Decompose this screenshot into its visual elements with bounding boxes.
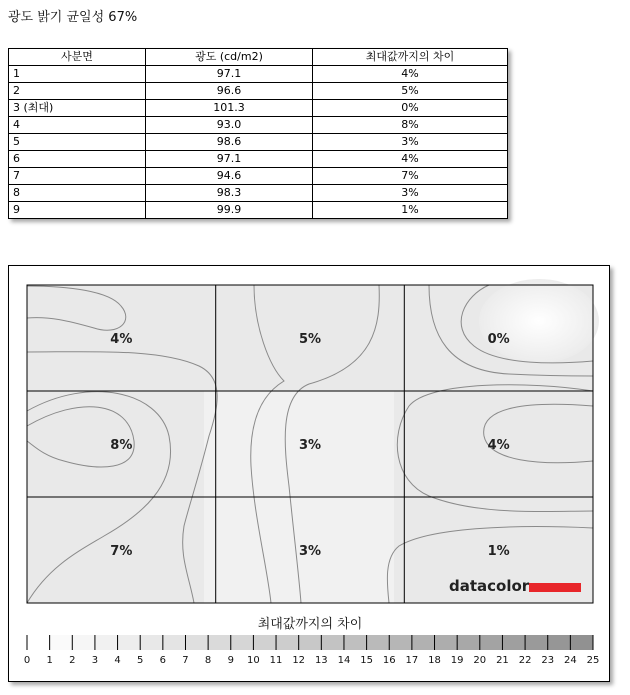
legend-swatch	[140, 635, 163, 650]
table-row	[9, 185, 508, 202]
cell-difference: 3%	[313, 134, 508, 151]
cell-difference: 4%	[313, 151, 508, 168]
table-row	[9, 117, 508, 134]
cell-quadrant: 8	[9, 185, 146, 202]
cell-value-label: 3%	[298, 544, 322, 559]
table-row	[9, 100, 508, 117]
legend-tick-label: 14	[337, 655, 351, 666]
column-header-quadrant: 사분면	[9, 49, 146, 66]
legend-swatch	[389, 635, 412, 650]
legend-tick-label: 17	[405, 655, 419, 666]
legend-swatch	[435, 635, 458, 650]
legend-tick-label: 1	[46, 655, 53, 666]
cell-luminance: 98.3	[146, 185, 313, 202]
column-header-difference: 최대값까지의 차이	[313, 49, 508, 66]
legend-tick-label: 4	[114, 655, 121, 666]
cell-difference: 1%	[313, 202, 508, 219]
legend-swatch	[118, 635, 141, 650]
plot-peak-zone	[479, 279, 599, 363]
table-row	[9, 168, 508, 185]
legend-tick-label: 0	[23, 655, 31, 666]
cell-luminance: 96.6	[146, 83, 313, 100]
legend-scale	[24, 635, 600, 666]
luminance-table	[8, 48, 508, 219]
legend-tick-label: 2	[69, 655, 76, 666]
legend-swatch	[367, 635, 390, 650]
legend-swatch	[163, 635, 186, 650]
legend-tick-label: 8	[204, 655, 212, 666]
cell-quadrant: 2	[9, 83, 146, 100]
legend-swatch	[276, 635, 299, 650]
legend-swatch	[208, 635, 231, 650]
legend-tick-label: 5	[137, 655, 144, 666]
cell-luminance: 97.1	[146, 66, 313, 83]
cell-quadrant: 1	[9, 66, 146, 83]
table-row	[9, 66, 508, 83]
cell-quadrant: 6	[9, 151, 146, 168]
legend-tick-label: 15	[360, 655, 373, 666]
legend-swatch	[570, 635, 593, 650]
table-row	[9, 151, 508, 168]
legend-swatch	[27, 635, 50, 650]
legend-tick-label: 10	[247, 655, 260, 666]
page-title: 광도 밝기 균일성 67%	[8, 10, 138, 25]
cell-luminance: 94.6	[146, 168, 313, 185]
cell-difference: 4%	[313, 66, 508, 83]
cell-luminance: 101.3	[146, 100, 313, 117]
legend-swatch	[253, 635, 276, 650]
legend-tick-label: 16	[382, 655, 396, 666]
table-row	[9, 134, 508, 151]
legend-tick-label: 13	[314, 655, 328, 666]
brand-logo-bar	[529, 583, 581, 592]
luminance-table-card	[8, 48, 508, 219]
legend-swatch	[457, 635, 480, 650]
legend-tick-label: 12	[292, 655, 306, 666]
legend-swatch	[502, 635, 525, 650]
cell-value-label: 7%	[110, 544, 133, 559]
legend-swatch	[525, 635, 548, 650]
cell-difference: 8%	[313, 117, 508, 134]
legend-tick-label: 9	[227, 655, 234, 666]
legend-tick-label: 20	[473, 655, 487, 666]
table-row	[9, 202, 508, 219]
legend-tick-label: 6	[159, 655, 167, 666]
legend-tick-label: 3	[91, 655, 99, 666]
cell-luminance: 99.9	[146, 202, 313, 219]
cell-quadrant: 9	[9, 202, 146, 219]
legend-tick-label: 25	[586, 655, 600, 666]
legend-swatch	[231, 635, 254, 650]
legend-title: 최대값까지의 차이	[257, 617, 363, 632]
cell-luminance: 98.6	[146, 134, 313, 151]
cell-quadrant: 7	[9, 168, 146, 185]
legend-swatch	[185, 635, 208, 650]
cell-luminance: 97.1	[146, 151, 313, 168]
cell-quadrant: 4	[9, 117, 146, 134]
cell-value-label: 4%	[110, 332, 133, 347]
legend-tick-label: 23	[541, 655, 555, 666]
legend-swatch	[480, 635, 503, 650]
legend-swatch	[50, 635, 73, 650]
cell-difference: 0%	[313, 100, 508, 117]
legend-tick-label: 7	[182, 655, 189, 666]
legend-swatch	[72, 635, 95, 650]
legend-swatch	[95, 635, 118, 650]
cell-value-label: 4%	[487, 438, 510, 453]
legend-swatch	[344, 635, 367, 650]
cell-difference: 7%	[313, 168, 508, 185]
cell-difference: 3%	[313, 185, 508, 202]
legend-swatch	[299, 635, 322, 650]
legend-tick-label: 18	[428, 655, 441, 666]
legend-tick-label: 11	[269, 655, 283, 666]
cell-quadrant: 3 (최대)	[9, 100, 146, 117]
legend-tick-label: 21	[496, 655, 509, 666]
table-row	[9, 83, 508, 100]
cell-quadrant: 5	[9, 134, 146, 151]
brand-logo-text: datacolor	[449, 577, 530, 595]
uniformity-chart-card	[8, 265, 610, 682]
cell-luminance: 93.0	[146, 117, 313, 134]
cell-value-label: 3%	[298, 438, 322, 453]
legend-tick-label: 24	[563, 655, 577, 666]
cell-value-label: 1%	[487, 544, 510, 559]
table-header-row	[9, 49, 508, 66]
legend-swatch	[412, 635, 435, 650]
legend-tick-label: 19	[450, 655, 464, 666]
cell-difference: 5%	[313, 83, 508, 100]
legend-tick-label: 22	[518, 655, 532, 666]
legend-swatch	[321, 635, 344, 650]
cell-value-label: 8%	[110, 438, 133, 453]
uniformity-heatmap	[9, 266, 609, 681]
cell-value-label: 5%	[298, 332, 322, 347]
column-header-luminance: 광도 (cd/m2)	[146, 49, 313, 66]
cell-value-label: 0%	[487, 332, 510, 347]
legend-swatch	[548, 635, 571, 650]
